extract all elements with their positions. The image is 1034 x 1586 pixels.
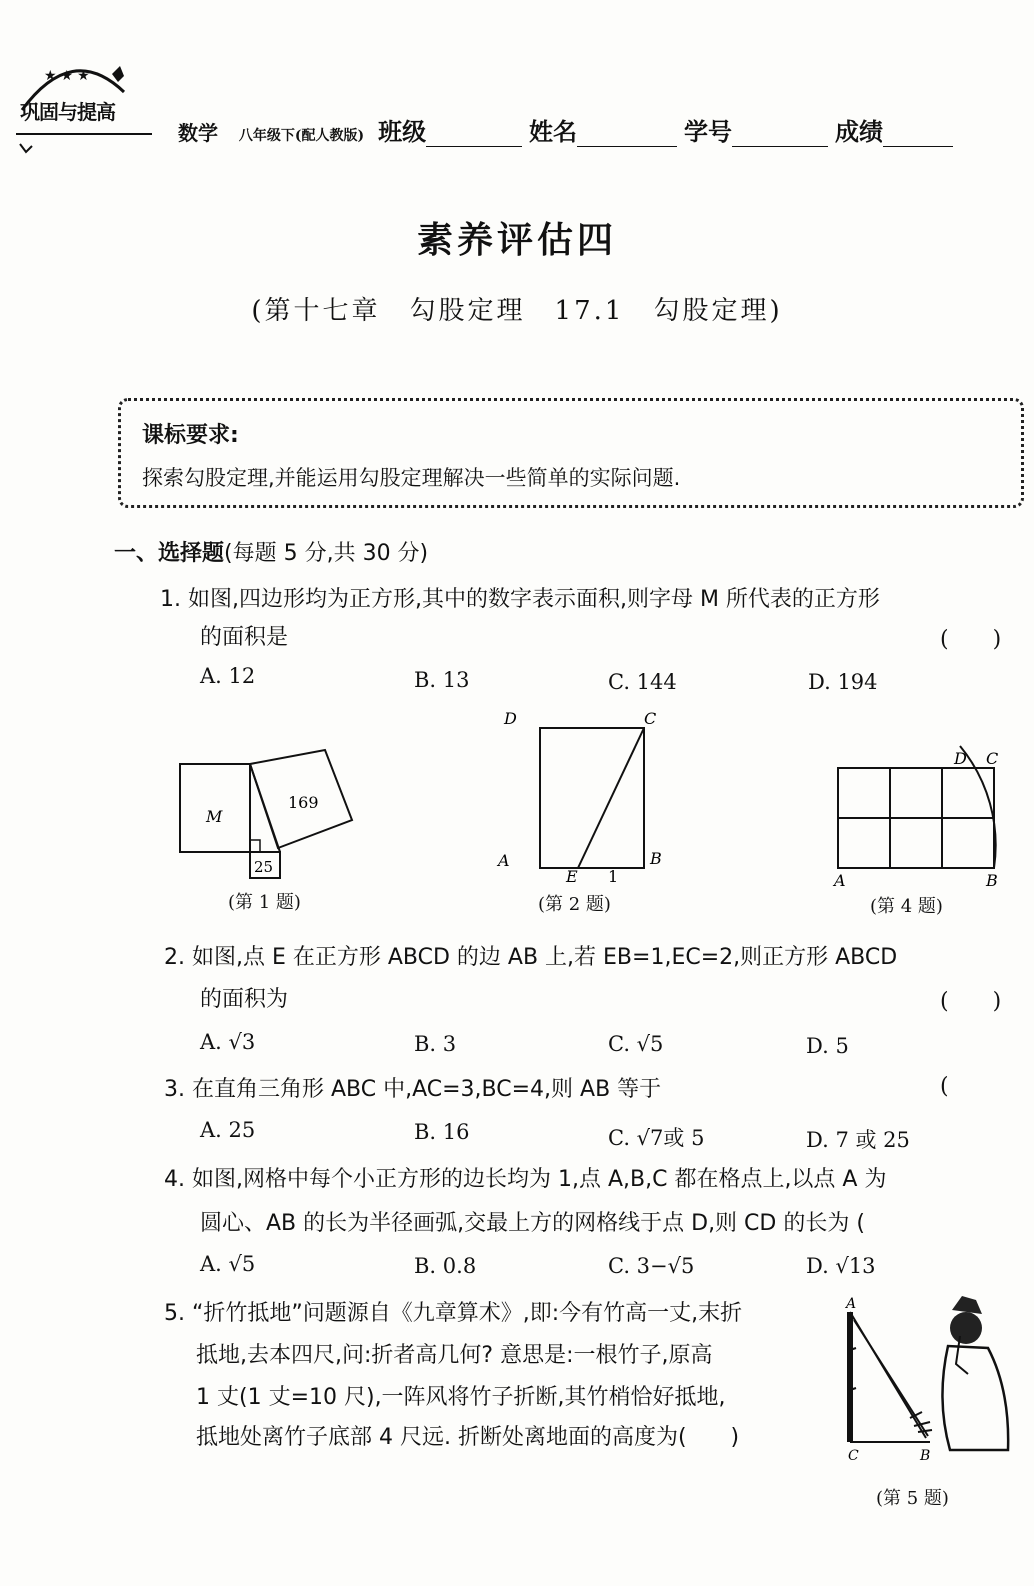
q5-line4: 抵地处离竹子底部 4 尺远. 折断处离地面的高度为( ): [196, 1425, 740, 1450]
q3-option-d: D. 7 或 25: [806, 1128, 910, 1152]
score-field[interactable]: [883, 126, 953, 147]
fig4-label-b: B: [986, 871, 998, 890]
figure-2: [496, 704, 676, 884]
class-field[interactable]: [426, 126, 522, 147]
fig5-caption: (第 5 题): [876, 1488, 949, 1509]
q3-option-b: B. 16: [414, 1120, 470, 1144]
square-abcd: [540, 728, 644, 868]
id-field[interactable]: [732, 126, 828, 147]
fig5-label-a: A: [846, 1296, 857, 1312]
q4-option-c: C. 3−√5: [608, 1254, 695, 1278]
q3-option-a: A. 25: [200, 1118, 256, 1142]
section-note: (每题 5 分,共 30 分): [224, 541, 429, 566]
q2-line2: 的面积为: [200, 987, 289, 1012]
q1-line2: 的面积是: [200, 625, 289, 650]
q4-option-b: B. 0.8: [414, 1254, 477, 1278]
q4-option-a: A. √5: [200, 1252, 256, 1276]
page-subtitle: (第十七章 勾股定理 17.1 勾股定理): [251, 296, 783, 326]
score-label: 成绩: [834, 117, 883, 146]
fig1-caption: (第 1 题): [228, 892, 301, 913]
q5-line2: 抵地,去本四尺,问:折者高几何? 意思是:一根竹子,原高: [196, 1343, 713, 1368]
header-info: [178, 112, 953, 147]
q2-option-c: C. √5: [608, 1032, 664, 1056]
figure-1: [170, 740, 370, 890]
q4-option-d: D. √13: [806, 1254, 876, 1278]
requirement-heading: 课标要求:: [142, 423, 239, 448]
figure-5: [826, 1290, 1030, 1480]
fig2-label-one: 1: [608, 867, 619, 884]
fig2-label-c: C: [644, 709, 657, 728]
fig2-label-a: A: [498, 851, 510, 870]
fig1-label-169: 169: [288, 793, 319, 812]
name-label: 姓名: [529, 117, 578, 146]
q2-option-d: D. 5: [806, 1034, 849, 1058]
fig4-caption: (第 4 题): [870, 896, 943, 917]
fig1-label-25: 25: [254, 858, 274, 876]
fig4-label-c: C: [986, 749, 999, 768]
id-label: 学号: [684, 117, 733, 146]
logo-stars: ★★★: [44, 68, 94, 84]
fig5-label-b: B: [920, 1448, 931, 1464]
fig4-label-d: D: [954, 749, 967, 768]
figure-4: [830, 716, 1030, 892]
fig4-label-a: A: [834, 871, 846, 890]
fig1-label-m: M: [206, 807, 223, 826]
q5-line3: 1 丈(1 丈=10 尺),一阵风将竹子折断,其竹梢恰好抵地,: [196, 1385, 726, 1410]
q1-option-c: C. 144: [608, 670, 677, 694]
q1-option-a: A. 12: [200, 664, 256, 688]
scholar-robe: [942, 1346, 1008, 1450]
class-label: 班级: [378, 117, 427, 146]
fig2-label-d: D: [504, 709, 517, 728]
q3-line1: 3. 在直角三角形 ABC 中,AC=3,BC=4,则 AB 等于: [164, 1077, 662, 1102]
requirement-text: 探索勾股定理,并能运用勾股定理解决一些简单的实际问题.: [142, 466, 681, 490]
fig2-label-b: B: [650, 849, 662, 868]
segment-ec: [578, 728, 644, 868]
section-heading: [114, 536, 428, 567]
q1-line1: 1. 如图,四边形均为正方形,其中的数字表示面积,则字母 M 所代表的正方形: [160, 587, 880, 612]
q2-line1: 2. 如图,点 E 在正方形 ABCD 的边 AB 上,若 EB=1,EC=2,则正方形 ABCD: [164, 945, 898, 970]
fig2-caption: (第 2 题): [538, 894, 611, 915]
q3-option-c: C. √7或 5: [608, 1126, 705, 1150]
logo-text: 巩固与提高: [20, 100, 115, 124]
name-field[interactable]: [577, 126, 677, 147]
scholar-head: [950, 1312, 982, 1344]
q5-line1: 5. “折竹抵地”问题源自《九章算术》,即:今有竹高一丈,末折: [164, 1301, 743, 1326]
q1-option-d: D. 194: [808, 670, 878, 694]
q4-line1: 4. 如图,网格中每个小正方形的边长均为 1,点 A,B,C 都在格点上,以点 A 为: [164, 1167, 887, 1192]
q3-answer-paren[interactable]: (: [940, 1074, 949, 1099]
q4-line2: 圆心、AB 的长为半径画弧,交最上方的网格线于点 D,则 CD 的长为 (: [200, 1211, 865, 1236]
course: 数学: [178, 121, 218, 145]
fig2-label-e: E: [566, 867, 578, 884]
page-title: 素养评估四: [416, 219, 617, 261]
q1-answer-paren[interactable]: ( ): [940, 627, 1002, 652]
q1-option-b: B. 13: [414, 668, 470, 692]
q2-answer-paren[interactable]: ( ): [940, 989, 1002, 1014]
section-label: 一、选择题: [114, 541, 225, 566]
grade: 八年级下(配人教版): [238, 128, 365, 144]
q2-option-a: A. √3: [200, 1030, 256, 1054]
fig5-label-c: C: [848, 1448, 859, 1464]
q2-option-b: B. 3: [414, 1032, 457, 1056]
